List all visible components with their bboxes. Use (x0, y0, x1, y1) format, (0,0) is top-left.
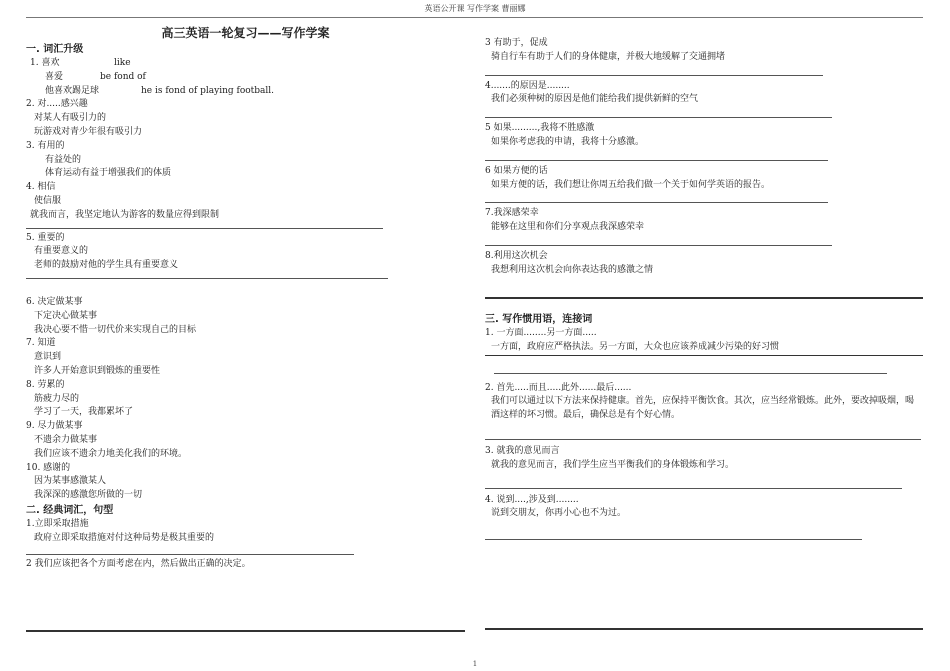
connector-item: 2. 首先.....而且.....此外......最后...... (485, 382, 632, 393)
vocab-line: 10. 感谢的 (26, 462, 71, 473)
vocab-line: 2. 对.....感兴趣 (26, 99, 88, 110)
vocab-line: 不遗余力做某事 (34, 434, 98, 445)
section-connectors-heading: 三. 写作惯用语，连接词 (485, 314, 593, 325)
header-title: 英语公开课 写作学案 曹丽娜 (424, 4, 526, 13)
vocab-item-1c (26, 85, 465, 99)
answer-line[interactable] (26, 546, 465, 558)
vocab-item-1b-label: 喜爱 (45, 71, 64, 82)
vocab-item-1-label: 1. 喜欢 (30, 58, 60, 68)
connector-example: 就我的意见而言，我们学生应当平衡我们的身体锻炼和学习。 (491, 459, 735, 470)
vocab-item-1c-label: 他喜欢踢足球 (45, 85, 100, 96)
vocab-line: 因为某事感激某人 (34, 476, 107, 487)
section-divider (485, 297, 923, 299)
phrase-item: 5 如果.........,我将不胜感激 (485, 123, 595, 134)
vocab-line: 我深深的感激您所做的一切 (34, 490, 143, 501)
vocab-line: 有重要意义的 (34, 246, 89, 257)
vocab-item-1 (26, 57, 465, 71)
vocab-line: 许多人开始意识到锻炼的重要性 (34, 365, 161, 376)
answer-line[interactable] (485, 473, 923, 494)
vocab-line: 学习了一天，我都累坏了 (34, 407, 134, 418)
connector-item: 3. 就我的意见而言 (485, 445, 560, 456)
phrase-example: 我想利用这次机会向你表达我的感激之情 (491, 264, 654, 275)
answer-line[interactable] (485, 423, 923, 445)
phrase-example: 骑自行车有助于人们的身体健康，并极大地缓解了交通拥堵 (491, 51, 726, 62)
connector-example: 我们可以通过以下方法来保持健康。首先，应保持平衡饮食。其次，应当经常锻炼。此外，要改掉吸烟，喝 (491, 396, 915, 407)
right-column-bottom-rule (485, 628, 923, 630)
phrase-item: 4.......的原因是........ (485, 80, 570, 91)
page-number: 1 (472, 660, 478, 668)
vocab-line: 体育运动有益于增强我们的体质 (45, 168, 172, 179)
phrase-example: 如果你考虑我的申请，我将十分感激。 (491, 136, 645, 147)
connector-example: 一方面，政府应严格执法。另一方面，大众也应该养成减少污染的好习惯 (485, 341, 923, 356)
vocab-line: 8. 劳累的 (26, 379, 65, 390)
left-column (26, 24, 465, 571)
vocab-line: 我决心要不惜一切代价来实现自己的目标 (34, 324, 197, 335)
answer-line[interactable] (485, 65, 923, 80)
answer-line[interactable] (485, 192, 923, 207)
vocab-line: 玩游戏对青少年很有吸引力 (34, 126, 143, 137)
phrase-item: 3 有助于，促成 (485, 38, 548, 48)
phrase-item: 8.利用这次机会 (485, 250, 548, 261)
vocab-line: 有益处的 (45, 154, 82, 165)
connector-example: 酒这样的坏习惯。最后，确保总是有个好心情。 (491, 410, 681, 421)
phrase-example: 能够在这里和你们分享观点我深感荣幸 (491, 222, 645, 233)
phrase-item: 6 如果方便的话 (485, 165, 548, 176)
phrase-item: 7.我深感荣幸 (485, 208, 539, 219)
section-phrases-heading: 二. 经典词汇，句型 (26, 504, 114, 516)
vocab-line: 下定决心做某事 (34, 310, 98, 321)
vocab-item-1b-english: be fond of (100, 71, 146, 82)
header-divider (26, 17, 923, 18)
vocab-line: 4. 相信 (26, 182, 56, 193)
right-column (485, 37, 923, 278)
left-column-bottom-rule (26, 630, 465, 632)
vocab-line: 9. 尽力做某事 (26, 421, 83, 432)
vocab-line: 3. 有用的 (26, 140, 65, 151)
answer-line[interactable] (485, 107, 923, 122)
answer-line[interactable] (485, 521, 923, 543)
vocab-line: 对某人有吸引力的 (34, 113, 107, 124)
answer-line[interactable] (26, 273, 465, 282)
vocab-line: 我们应该不遗余力地美化我们的环境。 (34, 448, 188, 459)
answer-line[interactable] (485, 235, 923, 250)
vocab-line: 就我而言，我坚定地认为游客的数量应得到限制 (30, 209, 220, 220)
vocab-line: 使信服 (34, 195, 62, 206)
vocab-item-1b (26, 71, 465, 85)
answer-line[interactable] (485, 356, 923, 382)
vocab-line: 筋疲力尽的 (34, 393, 80, 404)
vocab-item-1c-english: he is fond of playing football. (141, 85, 275, 96)
vocab-line: 7. 知道 (26, 338, 56, 349)
vocab-line: 意识到 (34, 352, 62, 363)
connector-item: 1. 一方面........另一方面..... (485, 328, 597, 338)
phrase-item: 1.立即采取措施 (26, 518, 89, 529)
vocab-line: 老师的鼓励对他的学生具有重要意义 (34, 260, 179, 271)
section-vocabulary-heading: 一. 词汇升级 (26, 44, 84, 55)
connector-item: 4. 说到....,涉及到........ (485, 494, 579, 505)
right-column-section3 (485, 312, 923, 543)
connector-example: 说到交朋友，你再小心也不为过。 (491, 508, 627, 519)
phrase-example: 如果方便的话，我们想让你周五给我们做一个关于如何学英语的报告。 (491, 179, 771, 190)
phrase-example: 我们必须种树的原因是他们能给我们提供新鲜的空气 (491, 94, 699, 105)
document-title: 高三英语一轮复习——写作学案 (161, 26, 330, 40)
page-header (0, 0, 950, 22)
vocab-line: 5. 重要的 (26, 232, 65, 243)
phrase-example: 政府立即采取措施对付这种局势是极其重要的 (34, 532, 215, 543)
vocab-line: 6. 决定做某事 (26, 296, 83, 307)
vocab-item-1-english: like (114, 58, 131, 68)
answer-line[interactable] (485, 150, 923, 165)
answer-line[interactable] (26, 223, 465, 232)
phrase-item: 2 我们应该把各个方面考虑在内，然后做出正确的决定。 (26, 558, 251, 569)
